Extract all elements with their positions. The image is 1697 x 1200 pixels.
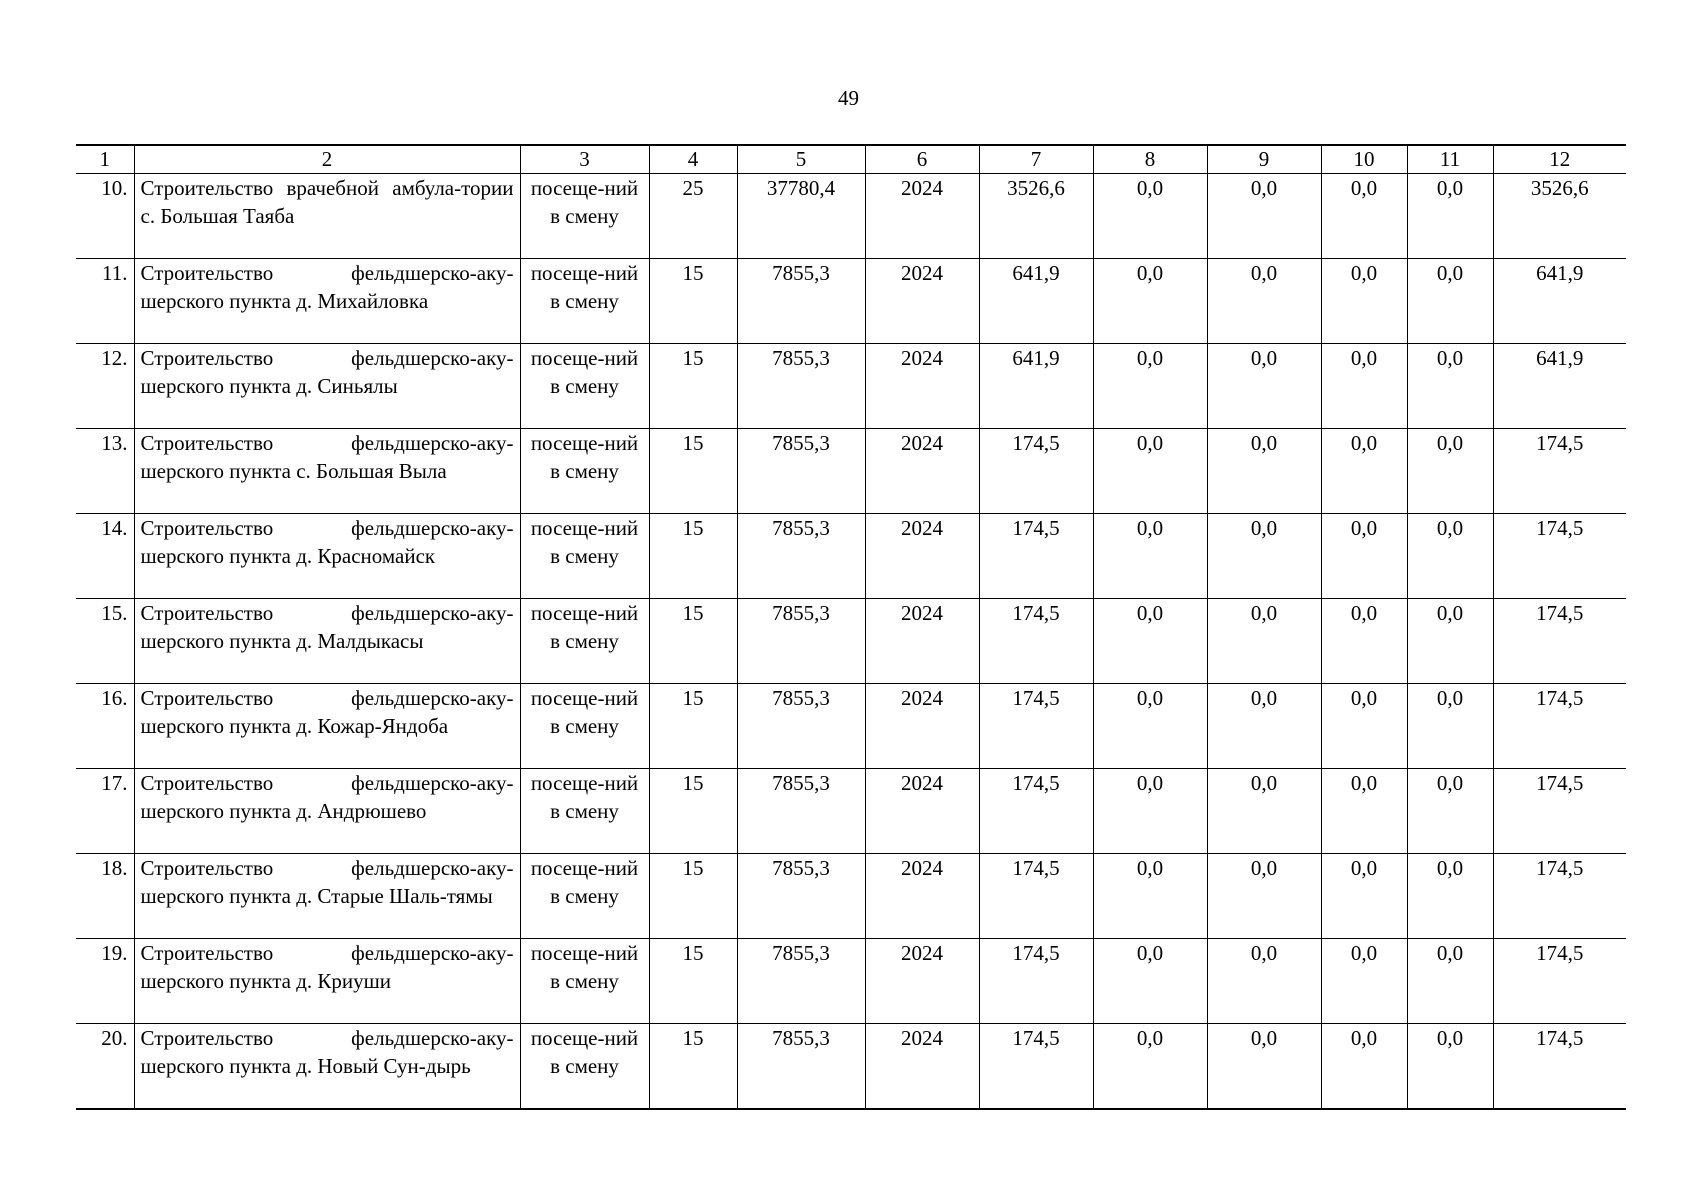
value-col7: 174,5 [979, 429, 1093, 514]
value-col9: 0,0 [1207, 259, 1321, 344]
cost-value: 7855,3 [737, 429, 865, 514]
value-col9: 0,0 [1207, 599, 1321, 684]
cost-value: 7855,3 [737, 599, 865, 684]
table-row [76, 939, 1626, 1024]
value-col10: 0,0 [1321, 599, 1407, 684]
value-col12: 174,5 [1493, 939, 1626, 1024]
row-number: 16. [76, 684, 134, 769]
capacity-unit: посеще-ний в смену [520, 174, 649, 259]
row-number: 10. [76, 174, 134, 259]
value-col11: 0,0 [1407, 1024, 1493, 1110]
year-value: 2024 [865, 344, 979, 429]
cost-value: 7855,3 [737, 939, 865, 1024]
capacity-unit: посеще-ний в смену [520, 939, 649, 1024]
value-col7: 174,5 [979, 1024, 1093, 1110]
value-col12: 174,5 [1493, 1024, 1626, 1110]
column-header: 2 [134, 145, 520, 174]
value-col9: 0,0 [1207, 684, 1321, 769]
table-row [76, 599, 1626, 684]
capacity-value: 25 [649, 174, 737, 259]
value-col11: 0,0 [1407, 854, 1493, 939]
row-number: 20. [76, 1024, 134, 1110]
value-col11: 0,0 [1407, 259, 1493, 344]
value-col7: 174,5 [979, 769, 1093, 854]
value-col7: 174,5 [979, 514, 1093, 599]
value-col8: 0,0 [1093, 939, 1207, 1024]
column-header: 3 [520, 145, 649, 174]
value-col9: 0,0 [1207, 939, 1321, 1024]
row-number: 13. [76, 429, 134, 514]
value-col9: 0,0 [1207, 174, 1321, 259]
object-name: Строительство фельдшерско-аку-шерского пункта д. Старые Шаль-тямы [134, 854, 520, 939]
value-col11: 0,0 [1407, 769, 1493, 854]
object-name: Строительство фельдшерско-аку-шерского пункта д. Красномайск [134, 514, 520, 599]
value-col12: 641,9 [1493, 259, 1626, 344]
value-col8: 0,0 [1093, 1024, 1207, 1110]
capacity-unit: посеще-ний в смену [520, 514, 649, 599]
capacity-value: 15 [649, 939, 737, 1024]
value-col9: 0,0 [1207, 514, 1321, 599]
year-value: 2024 [865, 769, 979, 854]
cost-value: 7855,3 [737, 769, 865, 854]
capacity-unit: посеще-ний в смену [520, 769, 649, 854]
year-value: 2024 [865, 429, 979, 514]
table-row [76, 769, 1626, 854]
row-number: 15. [76, 599, 134, 684]
cost-value: 7855,3 [737, 514, 865, 599]
object-name: Строительство фельдшерско-аку-шерского пункта д. Кожар-Яндоба [134, 684, 520, 769]
column-number-row [76, 145, 1626, 174]
value-col7: 641,9 [979, 344, 1093, 429]
column-header: 11 [1407, 145, 1493, 174]
table-row [76, 429, 1626, 514]
capacity-value: 15 [649, 429, 737, 514]
capacity-value: 15 [649, 344, 737, 429]
object-name: Строительство фельдшерско-аку-шерского пункта с. Большая Выла [134, 429, 520, 514]
capacity-unit: посеще-ний в смену [520, 1024, 649, 1110]
capacity-unit: посеще-ний в смену [520, 854, 649, 939]
capacity-unit: посеще-ний в смену [520, 599, 649, 684]
column-header: 6 [865, 145, 979, 174]
column-header: 9 [1207, 145, 1321, 174]
year-value: 2024 [865, 174, 979, 259]
value-col9: 0,0 [1207, 769, 1321, 854]
page-number: 49 [838, 86, 859, 110]
value-col10: 0,0 [1321, 854, 1407, 939]
table-row [76, 854, 1626, 939]
value-col10: 0,0 [1321, 939, 1407, 1024]
value-col10: 0,0 [1321, 1024, 1407, 1110]
object-name: Строительство фельдшерско-аку-шерского пункта д. Андрюшево [134, 769, 520, 854]
value-col10: 0,0 [1321, 429, 1407, 514]
object-name: Строительство фельдшерско-аку-шерского пункта д. Синьялы [134, 344, 520, 429]
cost-value: 7855,3 [737, 854, 865, 939]
table-row [76, 259, 1626, 344]
value-col9: 0,0 [1207, 344, 1321, 429]
value-col12: 174,5 [1493, 429, 1626, 514]
value-col8: 0,0 [1093, 854, 1207, 939]
column-header: 5 [737, 145, 865, 174]
value-col10: 0,0 [1321, 259, 1407, 344]
year-value: 2024 [865, 939, 979, 1024]
value-col9: 0,0 [1207, 429, 1321, 514]
value-col8: 0,0 [1093, 514, 1207, 599]
cost-value: 7855,3 [737, 1024, 865, 1110]
capacity-unit: посеще-ний в смену [520, 259, 649, 344]
value-col12: 174,5 [1493, 769, 1626, 854]
value-col8: 0,0 [1093, 344, 1207, 429]
value-col7: 3526,6 [979, 174, 1093, 259]
capacity-unit: посеще-ний в смену [520, 684, 649, 769]
object-name: Строительство врачебной амбула-тории с. Большая Таяба [134, 174, 520, 259]
row-number: 17. [76, 769, 134, 854]
object-name: Строительство фельдшерско-аку-шерского пункта д. Криуши [134, 939, 520, 1024]
value-col10: 0,0 [1321, 769, 1407, 854]
capacity-unit: посеще-ний в смену [520, 344, 649, 429]
value-col11: 0,0 [1407, 514, 1493, 599]
value-col8: 0,0 [1093, 684, 1207, 769]
value-col11: 0,0 [1407, 174, 1493, 259]
value-col7: 174,5 [979, 939, 1093, 1024]
capacity-unit: посеще-ний в смену [520, 429, 649, 514]
value-col8: 0,0 [1093, 174, 1207, 259]
column-header: 4 [649, 145, 737, 174]
cost-value: 7855,3 [737, 259, 865, 344]
table-row [76, 514, 1626, 599]
value-col10: 0,0 [1321, 344, 1407, 429]
cost-value: 37780,4 [737, 174, 865, 259]
table-row [76, 1024, 1626, 1110]
value-col9: 0,0 [1207, 1024, 1321, 1110]
capacity-value: 15 [649, 684, 737, 769]
value-col7: 174,5 [979, 854, 1093, 939]
value-col8: 0,0 [1093, 599, 1207, 684]
row-number: 19. [76, 939, 134, 1024]
value-col9: 0,0 [1207, 854, 1321, 939]
value-col12: 641,9 [1493, 344, 1626, 429]
object-name: Строительство фельдшерско-аку-шерского пункта д. Малдыкасы [134, 599, 520, 684]
value-col10: 0,0 [1321, 684, 1407, 769]
value-col11: 0,0 [1407, 599, 1493, 684]
value-col12: 174,5 [1493, 514, 1626, 599]
object-name: Строительство фельдшерско-аку-шерского пункта д. Михайловка [134, 259, 520, 344]
cost-value: 7855,3 [737, 684, 865, 769]
column-header: 7 [979, 145, 1093, 174]
value-col11: 0,0 [1407, 939, 1493, 1024]
value-col10: 0,0 [1321, 174, 1407, 259]
data-table [76, 144, 1626, 1110]
value-col10: 0,0 [1321, 514, 1407, 599]
capacity-value: 15 [649, 769, 737, 854]
value-col12: 3526,6 [1493, 174, 1626, 259]
value-col11: 0,0 [1407, 344, 1493, 429]
year-value: 2024 [865, 514, 979, 599]
cost-value: 7855,3 [737, 344, 865, 429]
year-value: 2024 [865, 854, 979, 939]
value-col8: 0,0 [1093, 259, 1207, 344]
value-col11: 0,0 [1407, 429, 1493, 514]
value-col11: 0,0 [1407, 684, 1493, 769]
capacity-value: 15 [649, 854, 737, 939]
value-col12: 174,5 [1493, 854, 1626, 939]
capacity-value: 15 [649, 599, 737, 684]
table-row [76, 344, 1626, 429]
value-col12: 174,5 [1493, 599, 1626, 684]
column-header: 10 [1321, 145, 1407, 174]
table-row [76, 684, 1626, 769]
year-value: 2024 [865, 1024, 979, 1110]
value-col8: 0,0 [1093, 429, 1207, 514]
column-header: 8 [1093, 145, 1207, 174]
table-body [76, 174, 1626, 1110]
column-header: 1 [76, 145, 134, 174]
capacity-value: 15 [649, 259, 737, 344]
year-value: 2024 [865, 599, 979, 684]
column-header: 12 [1493, 145, 1626, 174]
object-name: Строительство фельдшерско-аку-шерского пункта д. Новый Сун-дырь [134, 1024, 520, 1110]
year-value: 2024 [865, 684, 979, 769]
value-col7: 174,5 [979, 684, 1093, 769]
row-number: 11. [76, 259, 134, 344]
value-col8: 0,0 [1093, 769, 1207, 854]
value-col12: 174,5 [1493, 684, 1626, 769]
row-number: 12. [76, 344, 134, 429]
table-row [76, 174, 1626, 259]
value-col7: 174,5 [979, 599, 1093, 684]
row-number: 18. [76, 854, 134, 939]
row-number: 14. [76, 514, 134, 599]
capacity-value: 15 [649, 1024, 737, 1110]
capacity-value: 15 [649, 514, 737, 599]
value-col7: 641,9 [979, 259, 1093, 344]
year-value: 2024 [865, 259, 979, 344]
